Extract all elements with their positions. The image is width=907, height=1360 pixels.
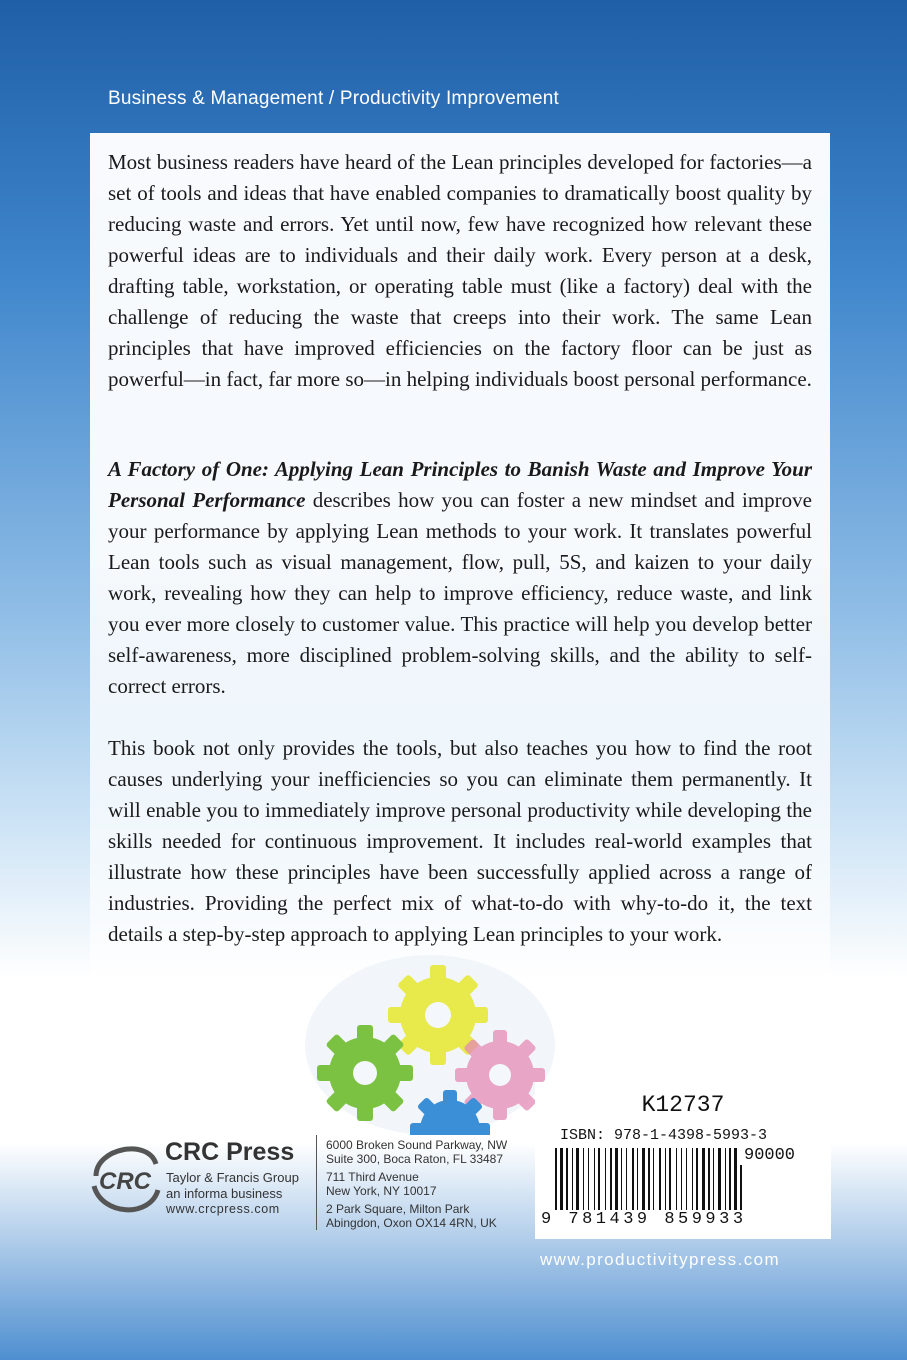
price-code: 90000 [740,1146,799,1165]
description-paragraph-2 [108,454,812,702]
address-line: Abingdon, Oxon OX14 4RN, UK [326,1216,497,1230]
barcode-box [535,1082,831,1239]
book-title: A Factory of One: Applying Lean Principles to Banish Waste and Improve Your Personal Performance [108,457,812,512]
description-paragraph-1: Most business readers have heard of the Lean principles developed for factories—a set of tools and ideas that have enabled companies to dramatically boost quality by reducing waste and errors. Yet until now, few have recognized how relevant these powerful ideas are to individuals and their daily work. Every person at a desk, drafting table, workstation, or operating table must (like a factory) deal with the challenge of reducing the waste that creeps into their work. The same Lean principles that have improved efficiencies on the factory floor can be just as powerful—in fact, far more so—in helping individuals boost personal performance. [108,150,812,391]
website-url: www.productivitypress.com [540,1250,781,1269]
crc-logo-icon [88,1134,162,1224]
category-label: Business & Management / Productivity Improvement [108,88,560,109]
job-code: K12737 [641,1092,725,1118]
publisher-url: www.crcpress.com [166,1202,280,1216]
gears-illustration [300,955,560,1135]
gear-green-icon [317,1025,413,1121]
description-paragraph-2-text: describes how you can foster a new mindset and improve your performance by applying Lean methods to your work. It translates powerful Lean tools such as visual management, flow, pull, 5S, and kaizen to your daily work, revealing how they can help to improve efficiency, reduce waste, and link you ever more closely to customer value. This practice will help you develop better self-awareness, more disciplined problem-solving skills, and the ability to self-correct errors. [108,488,812,698]
isbn-text: ISBN: 978-1-4398-5993-3 [560,1127,768,1144]
address-line: 711 Third Avenue [326,1170,419,1184]
publisher-name: CRC Press [165,1138,295,1166]
publisher-divider [316,1135,317,1230]
ean-digits: 9 781439 859933 [541,1210,827,1229]
address-line: New York, NY 10017 [326,1184,437,1198]
publisher-affiliation: an informa business [166,1186,283,1201]
address-line: Suite 300, Boca Raton, FL 33487 [326,1152,504,1166]
address-line: 6000 Broken Sound Parkway, NW [326,1138,508,1152]
publisher-group: Taylor & Francis Group [166,1170,299,1185]
address-line: 2 Park Square, Milton Park [326,1202,470,1216]
crc-logo-text: CRC [99,1168,151,1195]
description-paragraph-3: This book not only provides the tools, but also teaches you how to find the root causes underlying your inefficiencies so you can eliminate them permanently. It will enable you to immediately improve personal productivity while developing the skills needed for continuous improvement. It includes real-world examples that illustrate how these principles have been successfully applied across a range of industries. Providing the perfect mix of what-to-do with why-to-do it, the text details a step-by-step approach to applying Lean principles to your work. [108,736,812,946]
